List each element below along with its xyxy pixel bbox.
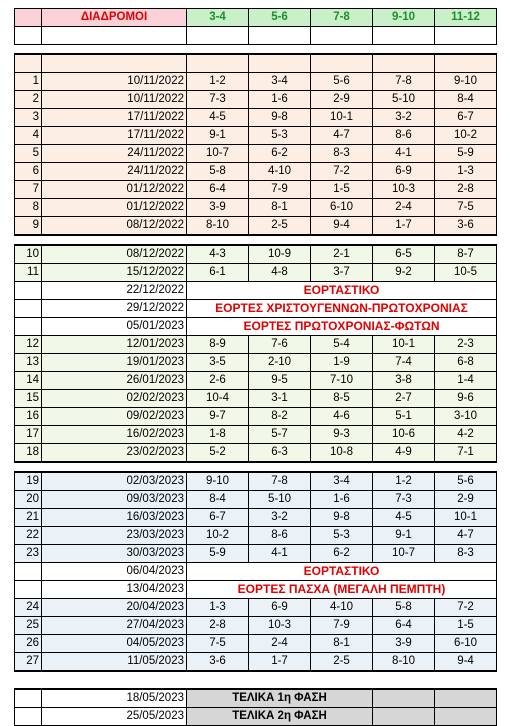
- match-pair: 1-9: [311, 354, 373, 372]
- match-pair: 10-1: [311, 109, 373, 127]
- match-pair: 4-10: [311, 599, 373, 617]
- match-pair: 2-9: [435, 491, 497, 509]
- match-pair: 7-1: [435, 444, 497, 463]
- round-number: 6: [15, 163, 42, 181]
- match-pair: 7-5: [187, 635, 249, 653]
- spacer-row: [15, 45, 497, 55]
- match-pair: 8-6: [373, 127, 435, 145]
- empty-cell: [435, 27, 497, 45]
- round-number: 27: [15, 653, 42, 672]
- match-pair: 7-8: [249, 472, 311, 491]
- round-date: 12/01/2023: [42, 336, 187, 354]
- match-pair: 7-3: [373, 491, 435, 509]
- spacer-row: [15, 462, 497, 472]
- match-pair: 8-9: [187, 336, 249, 354]
- match-row-1: [15, 73, 497, 91]
- round-number: 16: [15, 408, 42, 426]
- round-date: 11/05/2023: [42, 653, 187, 672]
- round-number: 22: [15, 527, 42, 545]
- match-pair: 5-10: [249, 491, 311, 509]
- empty-cell: [42, 54, 187, 73]
- round-date: 24/11/2022: [42, 163, 187, 181]
- match-row-24: [15, 599, 497, 617]
- match-pair: 5-2: [187, 444, 249, 463]
- match-row-27: [15, 653, 497, 672]
- round-date: 08/12/2022: [42, 245, 187, 264]
- match-pair: 8-3: [435, 545, 497, 563]
- match-pair: 4-7: [435, 527, 497, 545]
- note-text: ΕΟΡΤΕΣ ΧΡΙΣΤΟΥΓΕΝΝΩΝ-ΠΡΩΤΟΧΡΟΝΙΑΣ: [187, 300, 497, 318]
- round-number: 25: [15, 617, 42, 635]
- match-pair: 6-9: [249, 599, 311, 617]
- match-pair: 2-4: [249, 635, 311, 653]
- match-pair: 3-2: [249, 509, 311, 527]
- match-pair: 9-4: [435, 653, 497, 672]
- match-pair: 9-3: [311, 426, 373, 444]
- round-number: 15: [15, 390, 42, 408]
- empty-cell: [249, 27, 311, 45]
- match-pair: 5-3: [311, 527, 373, 545]
- match-pair: 3-2: [373, 109, 435, 127]
- round-date: 10/11/2022: [42, 73, 187, 91]
- match-pair: 6-5: [373, 245, 435, 264]
- match-pair: 10-2: [435, 127, 497, 145]
- match-pair: 8-3: [311, 145, 373, 163]
- match-pair: 6-10: [311, 199, 373, 217]
- match-pair: 4-1: [373, 145, 435, 163]
- match-pair: 1-8: [187, 426, 249, 444]
- match-row-22: [15, 527, 497, 545]
- match-pair: 10-7: [187, 145, 249, 163]
- match-pair: 9-5: [249, 372, 311, 390]
- round-date: 01/12/2022: [42, 199, 187, 217]
- finals-row: [15, 689, 497, 708]
- match-pair: 10-5: [435, 264, 497, 282]
- match-pair: 6-7: [187, 509, 249, 527]
- match-row-3: [15, 109, 497, 127]
- match-pair: 1-2: [373, 472, 435, 491]
- match-pair: 6-1: [187, 264, 249, 282]
- match-row-12: [15, 336, 497, 354]
- match-pair: 5-10: [373, 91, 435, 109]
- match-pair: 8-7: [435, 245, 497, 264]
- match-row-18: [15, 444, 497, 463]
- finals-label: ΤΕΛΙΚΑ 1η ΦΑΣΗ: [187, 689, 373, 708]
- spacer-cell: [15, 671, 497, 680]
- finals-date: 18/05/2023: [42, 689, 187, 708]
- match-pair: 7-10: [311, 372, 373, 390]
- round-number: 18: [15, 444, 42, 463]
- match-row-26: [15, 635, 497, 653]
- match-pair: 9-4: [311, 217, 373, 236]
- match-pair: 5-8: [187, 163, 249, 181]
- match-pair: 5-4: [311, 336, 373, 354]
- match-row-17: [15, 426, 497, 444]
- round-date: 26/01/2023: [42, 372, 187, 390]
- match-pair: 5-6: [435, 472, 497, 491]
- match-pair: 2-10: [249, 354, 311, 372]
- match-pair: 3-10: [435, 408, 497, 426]
- empty-cell: [311, 54, 373, 73]
- match-row-19: [15, 472, 497, 491]
- match-pair: 2-6: [187, 372, 249, 390]
- round-date: 02/02/2023: [42, 390, 187, 408]
- match-pair: 6-2: [249, 145, 311, 163]
- finals-row: [15, 708, 497, 726]
- match-pair: 3-1: [249, 390, 311, 408]
- header-group-5-6: 5-6: [249, 9, 311, 27]
- match-pair: 10-7: [373, 545, 435, 563]
- round-number: 24: [15, 599, 42, 617]
- round-number: 9: [15, 217, 42, 236]
- empty-cell: [15, 27, 42, 45]
- round-number: 23: [15, 545, 42, 563]
- match-row-8: [15, 199, 497, 217]
- match-pair: 10-3: [373, 181, 435, 199]
- round-number: 19: [15, 472, 42, 491]
- match-pair: 3-7: [311, 264, 373, 282]
- round-date: 02/03/2023: [42, 472, 187, 491]
- empty-cell: [373, 54, 435, 73]
- match-pair: 8-1: [249, 199, 311, 217]
- match-pair: 1-2: [187, 73, 249, 91]
- header-title: ΔΙΑΔΡΟΜΟΙ: [42, 9, 187, 27]
- round-number: 11: [15, 264, 42, 282]
- match-row-25: [15, 617, 497, 635]
- note-date: 29/12/2022: [42, 300, 187, 318]
- match-pair: 9-7: [187, 408, 249, 426]
- match-pair: 7-9: [249, 181, 311, 199]
- match-pair: 5-3: [249, 127, 311, 145]
- match-pair: 10-2: [187, 527, 249, 545]
- round-number: 5: [15, 145, 42, 163]
- round-number: 4: [15, 127, 42, 145]
- match-pair: 1-7: [373, 217, 435, 236]
- note-text: ΕΟΡΤΑΣΤΙΚΟ: [187, 563, 497, 581]
- match-pair: 2-7: [373, 390, 435, 408]
- match-row-23: [15, 545, 497, 563]
- round-number: 10: [15, 245, 42, 264]
- match-pair: 7-2: [311, 163, 373, 181]
- match-pair: 1-3: [187, 599, 249, 617]
- round-date: 17/11/2022: [42, 127, 187, 145]
- match-pair: 7-5: [435, 199, 497, 217]
- match-pair: 1-5: [435, 617, 497, 635]
- spacer-row: [15, 680, 497, 689]
- match-pair: 10-9: [249, 245, 311, 264]
- note-date: 06/04/2023: [42, 563, 187, 581]
- blank-row: [15, 54, 497, 73]
- match-row-7: [15, 181, 497, 199]
- match-row-5: [15, 145, 497, 163]
- match-pair: 6-3: [249, 444, 311, 463]
- match-row-16: [15, 408, 497, 426]
- match-pair: 4-7: [311, 127, 373, 145]
- round-date: 08/12/2022: [42, 217, 187, 236]
- empty-cell: [187, 27, 249, 45]
- round-date: 30/03/2023: [42, 545, 187, 563]
- match-pair: 10-8: [311, 444, 373, 463]
- match-row-2: [15, 91, 497, 109]
- match-pair: 9-2: [373, 264, 435, 282]
- match-pair: 8-4: [435, 91, 497, 109]
- round-date: 10/11/2022: [42, 91, 187, 109]
- note-text: ΕΟΡΤΑΣΤΙΚΟ: [187, 282, 497, 300]
- match-pair: 1-6: [311, 491, 373, 509]
- match-pair: 2-9: [311, 91, 373, 109]
- match-pair: 10-1: [373, 336, 435, 354]
- schedule-table: [14, 8, 497, 726]
- match-pair: 8-10: [373, 653, 435, 672]
- round-date: 20/04/2023: [42, 599, 187, 617]
- match-pair: 8-1: [311, 635, 373, 653]
- match-pair: 2-3: [435, 336, 497, 354]
- match-pair: 8-4: [187, 491, 249, 509]
- note-text: ΕΟΡΤΕΣ ΠΡΩΤΟΧΡΟΝΙΑΣ-ΦΩΤΩΝ: [187, 318, 497, 336]
- match-pair: 3-4: [249, 73, 311, 91]
- match-pair: 3-6: [435, 217, 497, 236]
- round-number: 14: [15, 372, 42, 390]
- empty-cell: [435, 708, 497, 726]
- match-pair: 9-8: [249, 109, 311, 127]
- match-row-13: [15, 354, 497, 372]
- match-pair: 2-1: [311, 245, 373, 264]
- match-pair: 1-3: [435, 163, 497, 181]
- match-pair: 10-3: [249, 617, 311, 635]
- match-pair: 5-6: [311, 73, 373, 91]
- match-row-21: [15, 509, 497, 527]
- round-number: 17: [15, 426, 42, 444]
- match-pair: 3-5: [187, 354, 249, 372]
- note-row: [15, 318, 497, 336]
- match-pair: 2-5: [249, 217, 311, 236]
- empty-cell: [15, 581, 42, 599]
- round-date: 09/02/2023: [42, 408, 187, 426]
- empty-cell: [15, 318, 42, 336]
- match-pair: 3-6: [187, 653, 249, 672]
- header-group-9-10: 9-10: [373, 9, 435, 27]
- match-pair: 9-6: [435, 390, 497, 408]
- match-pair: 2-5: [311, 653, 373, 672]
- match-pair: 6-2: [311, 545, 373, 563]
- round-number: 26: [15, 635, 42, 653]
- match-pair: 9-10: [187, 472, 249, 491]
- match-pair: 5-8: [373, 599, 435, 617]
- blank-row: [15, 27, 497, 45]
- round-number: 8: [15, 199, 42, 217]
- match-pair: 3-8: [373, 372, 435, 390]
- round-date: 09/03/2023: [42, 491, 187, 509]
- match-pair: 10-4: [187, 390, 249, 408]
- match-pair: 9-1: [187, 127, 249, 145]
- match-pair: 6-4: [373, 617, 435, 635]
- match-pair: 4-5: [373, 509, 435, 527]
- empty-cell: [15, 708, 42, 726]
- header-group-3-4: 3-4: [187, 9, 249, 27]
- spacer-cell: [15, 680, 497, 689]
- round-date: 01/12/2022: [42, 181, 187, 199]
- note-row: [15, 300, 497, 318]
- match-pair: 8-5: [311, 390, 373, 408]
- match-pair: 4-9: [373, 444, 435, 463]
- round-date: 04/05/2023: [42, 635, 187, 653]
- match-pair: 7-9: [311, 617, 373, 635]
- match-pair: 6-8: [435, 354, 497, 372]
- empty-cell: [15, 563, 42, 581]
- empty-cell: [42, 27, 187, 45]
- match-row-15: [15, 390, 497, 408]
- match-pair: 9-8: [311, 509, 373, 527]
- spacer-row: [15, 671, 497, 680]
- match-pair: 4-6: [311, 408, 373, 426]
- empty-cell: [15, 689, 42, 708]
- empty-cell: [15, 54, 42, 73]
- match-pair: 5-1: [373, 408, 435, 426]
- round-date: 24/11/2022: [42, 145, 187, 163]
- header-group-11-12: 11-12: [435, 9, 497, 27]
- spacer-cell: [15, 462, 497, 472]
- match-pair: 6-9: [373, 163, 435, 181]
- header-group-7-8: 7-8: [311, 9, 373, 27]
- round-date: 17/11/2022: [42, 109, 187, 127]
- match-pair: 1-5: [311, 181, 373, 199]
- match-pair: 4-1: [249, 545, 311, 563]
- match-row-11: [15, 264, 497, 282]
- match-pair: 6-4: [187, 181, 249, 199]
- empty-cell: [15, 282, 42, 300]
- round-number: 1: [15, 73, 42, 91]
- spacer-row: [15, 235, 497, 245]
- match-pair: 4-2: [435, 426, 497, 444]
- match-pair: 4-3: [187, 245, 249, 264]
- round-date: 23/02/2023: [42, 444, 187, 463]
- match-pair: 3-9: [373, 635, 435, 653]
- round-date: 19/01/2023: [42, 354, 187, 372]
- match-pair: 3-9: [187, 199, 249, 217]
- match-pair: 5-9: [187, 545, 249, 563]
- match-pair: 4-5: [187, 109, 249, 127]
- match-pair: 5-7: [249, 426, 311, 444]
- match-pair: 1-6: [249, 91, 311, 109]
- match-pair: 2-8: [187, 617, 249, 635]
- match-pair: 4-10: [249, 163, 311, 181]
- match-pair: 2-4: [373, 199, 435, 217]
- empty-cell: [373, 689, 435, 708]
- match-pair: 8-10: [187, 217, 249, 236]
- match-row-4: [15, 127, 497, 145]
- match-pair: 7-8: [373, 73, 435, 91]
- empty-cell: [373, 27, 435, 45]
- empty-cell: [373, 708, 435, 726]
- match-pair: 7-6: [249, 336, 311, 354]
- note-date: 05/01/2023: [42, 318, 187, 336]
- match-pair: 10-1: [435, 509, 497, 527]
- match-pair: 10-6: [373, 426, 435, 444]
- match-pair: 8-6: [249, 527, 311, 545]
- empty-cell: [15, 300, 42, 318]
- note-row: [15, 282, 497, 300]
- match-row-10: [15, 245, 497, 264]
- finals-label: ΤΕΛΙΚΑ 2η ΦΑΣΗ: [187, 708, 373, 726]
- round-number: 12: [15, 336, 42, 354]
- match-pair: 8-2: [249, 408, 311, 426]
- header-number-cell: [15, 9, 42, 27]
- note-date: 22/12/2022: [42, 282, 187, 300]
- round-date: 23/03/2023: [42, 527, 187, 545]
- match-pair: 6-7: [435, 109, 497, 127]
- round-number: 3: [15, 109, 42, 127]
- round-date: 15/12/2022: [42, 264, 187, 282]
- match-pair: 9-10: [435, 73, 497, 91]
- round-date: 16/02/2023: [42, 426, 187, 444]
- match-row-6: [15, 163, 497, 181]
- match-pair: 7-3: [187, 91, 249, 109]
- match-pair: 9-1: [373, 527, 435, 545]
- round-number: 20: [15, 491, 42, 509]
- note-row: [15, 581, 497, 599]
- note-text: ΕΟΡΤΕΣ ΠΑΣΧΑ (ΜΕΓΑΛΗ ΠΕΜΠΤΗ): [187, 581, 497, 599]
- match-row-9: [15, 217, 497, 236]
- match-pair: 5-9: [435, 145, 497, 163]
- empty-cell: [435, 689, 497, 708]
- match-pair: 2-8: [435, 181, 497, 199]
- round-number: 13: [15, 354, 42, 372]
- round-date: 27/04/2023: [42, 617, 187, 635]
- empty-cell: [435, 54, 497, 73]
- note-date: 13/04/2023: [42, 581, 187, 599]
- round-number: 2: [15, 91, 42, 109]
- empty-cell: [311, 27, 373, 45]
- match-pair: 1-7: [249, 653, 311, 672]
- round-date: 16/03/2023: [42, 509, 187, 527]
- match-pair: 1-4: [435, 372, 497, 390]
- empty-cell: [249, 54, 311, 73]
- empty-cell: [187, 54, 249, 73]
- round-number: 7: [15, 181, 42, 199]
- match-row-20: [15, 491, 497, 509]
- match-row-14: [15, 372, 497, 390]
- spacer-cell: [15, 235, 497, 245]
- round-number: 21: [15, 509, 42, 527]
- match-pair: 7-4: [373, 354, 435, 372]
- match-pair: 3-4: [311, 472, 373, 491]
- finals-date: 25/05/2023: [42, 708, 187, 726]
- header-row: [15, 9, 497, 27]
- match-pair: 7-2: [435, 599, 497, 617]
- match-pair: 6-10: [435, 635, 497, 653]
- match-pair: 4-8: [249, 264, 311, 282]
- spacer-cell: [15, 45, 497, 55]
- note-row: [15, 563, 497, 581]
